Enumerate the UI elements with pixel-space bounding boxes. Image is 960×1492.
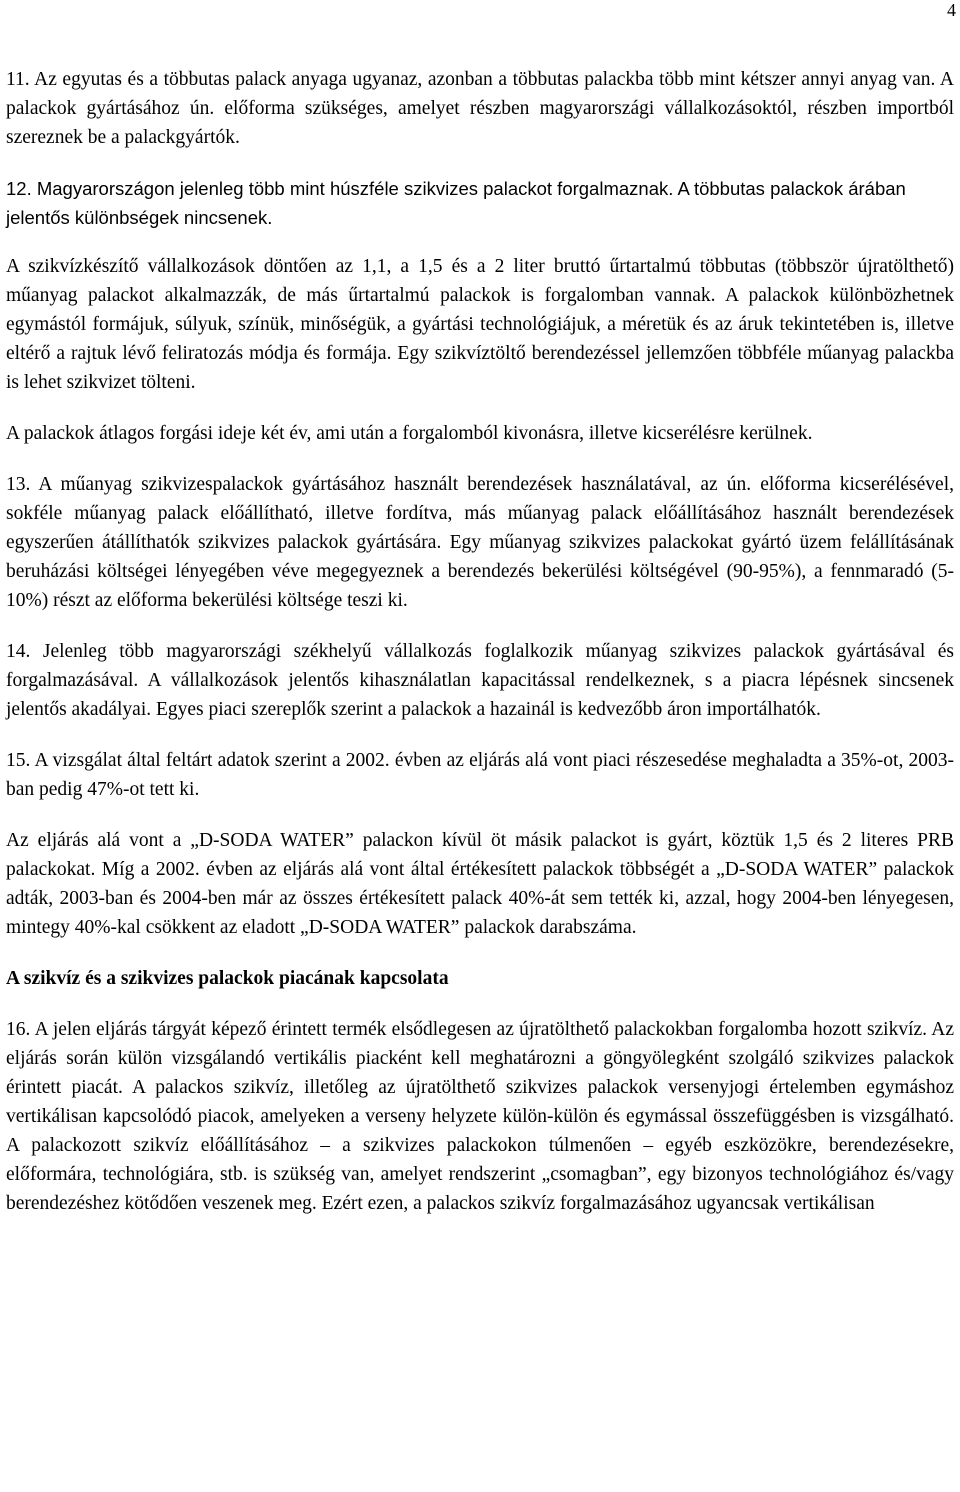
paragraph-13: 13. A műanyag szikvizespalackok gyártásához használt berendezések használatával, az ún. előforma kicserélésével, sokféle műanyag palack előállítható, illetve fordítva, más műanyag palack előállításához használt berendezések egyszerűen átállíthatók szikvizes palackok gyártására. Egy műanyag szikvizes palackokat gyártó üzem felállításának beruházási költségei lényegében véve megegyeznek a berendezés bekerülési költségével (90-95%), a fennmaradó (5-10%) részt az előforma bekerülési költsége teszi ki.	[6, 474, 954, 611]
paragraph-11: 11. Az egyutas és a többutas palack anyaga ugyanaz, azonban a többutas palackba több mint kétszer annyi anyag van. A palackok gyártásához ún. előforma szükséges, amelyet részben magyarországi vállalkozásoktól, részben importból szereznek be a palackgyártók.	[6, 69, 954, 148]
paragraph-12-bottles: A szikvízkészítő vállalkozások döntően az 1,1, a 1,5 és a 2 liter bruttó űrtartalmú többutas (többször újratölthető) műanyag palackot alkalmazzák, de más űrtartalmú palackok is forgalomban vannak. A palackok különbözhetnek egymástól formájuk, súlyuk, színük, minőségük, a gyártási technológiájuk, a méretük és az áruk tekintetében is, illetve eltérő a rajtuk lévő feliratozás módja és formája. Egy szikvíztöltő berendezéssel jellemzően többféle műanyag palackba is lehet szikvizet tölteni.	[6, 256, 954, 393]
page-number: 4	[947, 0, 956, 20]
paragraph-14: 14. Jelenleg több magyarországi székhelyű vállalkozás foglalkozik műanyag szikvizes palackok gyártásával és forgalmazásával. A vállalkozások jelentős kihasználatlan kapacitással rendelkeznek, s a piacra lépésnek sincsenek jelentős akadályai. Egyes piaci szereplők szerint a palackok a hazainál is kedvezőbb áron importálhatók.	[6, 641, 954, 720]
paragraph-12: 12. Magyarországon jelenleg több mint húszféle szikvizes palackot forgalmaznak. A többutas palackok árában jelentős különbségek nincsenek.	[6, 178, 906, 228]
paragraph-15-dsoda: Az eljárás alá vont a „D-SODA WATER” palackon kívül öt másik palackot is gyárt, köztük 1,5 és 2 literes PRB palackokat. Míg a 2002. évben az eljárás alá vont által értékesített palackok többségét a „D-SODA WATER” palackok adták, 2003-ban és 2004-ben már az összes értékesített palack 40%-át sem tették ki, azzal, hogy 2004-ben lényegesen, mintegy 40%-kal csökkent az eladott „D-SODA WATER” palackok darabszáma.	[6, 830, 954, 938]
paragraph-12-circulation: A palackok átlagos forgási ideje két év, ami után a forgalomból kivonásra, illetve kicserélésre kerülnek.	[6, 423, 813, 444]
paragraph-16: 16. A jelen eljárás tárgyát képező érintett termék elsődlegesen az újratölthető palackokban forgalomba hozott szikvíz. Az eljárás során külön vizsgálandó vertikális piacként kell meghatározni a göngyölegként szolgáló szikvizes palackok érintett piacát. A palackos szikvíz, illetőleg az újratölthető szikvizes palackok versenyjogi értelemben egymáshoz vertikálisan kapcsolódó piacok, amelyeken a verseny helyzete külön-külön és egymással összefüggésben is vizsgálható. A palackozott szikvíz előállításához – a szikvizes palackokon túlmenően – egyéb eszközökre, berendezésekre, előformára, technológiára, stb. is szükség van, amelyet rendszerint „csomagban”, egy bizonyos technológiához és/vagy berendezéshez kötődően veszenek meg. Ezért ezen, a palackos szikvíz forgalmazásához ugyancsak vertikálisan	[6, 1019, 954, 1214]
paragraph-15: 15. A vizsgálat által feltárt adatok szerint a 2002. évben az eljárás alá vont piaci részesedése meghaladta a 35%-ot, 2003-ban pedig 47%-ot tett ki.	[6, 750, 954, 800]
document-body	[6, 65, 954, 1218]
section-heading: A szikvíz és a szikvizes palackok piacának kapcsolata	[6, 968, 449, 989]
